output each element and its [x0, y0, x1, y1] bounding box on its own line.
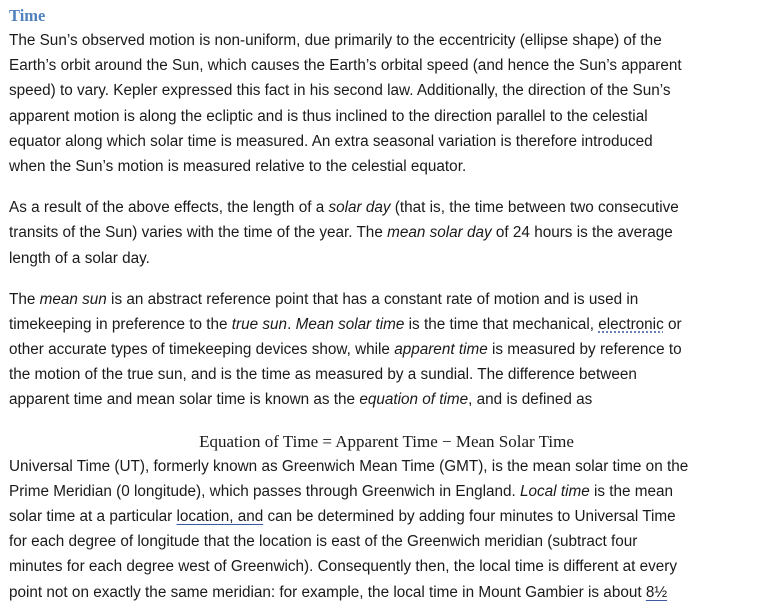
- text-line: length of a solar day.: [9, 249, 150, 267]
- document-page: [0, 6, 783, 603]
- text-line: apparent motion is along the ecliptic and is thus inclined to the direction parallel to the celestial: [9, 107, 648, 125]
- term-local-time: Local time: [520, 482, 590, 500]
- text-line: [9, 337, 783, 362]
- text-run: other accurate types of timekeeping devices show, while: [9, 341, 395, 359]
- text-run: The: [9, 290, 40, 308]
- text-run: is the time that mechanical,: [404, 315, 599, 333]
- paragraph-universal-time: [9, 454, 783, 603]
- term-mean-solar-day: mean solar day: [387, 224, 492, 242]
- term-equation-of-time: equation of time: [359, 391, 469, 409]
- text-run: point not on exactly the same meridian: for example, the local time in Mount Gambier is about: [9, 583, 646, 601]
- term-mean-solar-time: Mean solar time: [295, 315, 405, 333]
- paragraph-mean-sun: [9, 287, 783, 413]
- spellcheck-word-electronic[interactable]: electronic: [598, 315, 664, 333]
- text-run: (that is, the time between two consecutive: [390, 199, 679, 217]
- text-line: minutes for each degree west of Greenwich). Consequently then, the local time is different at every: [9, 558, 678, 576]
- text-run: of 24 hours is the average: [491, 224, 673, 242]
- text-line: Universal Time (UT), formerly known as Greenwich Mean Time (GMT), is the mean solar time on the: [9, 457, 689, 475]
- term-mean-sun: mean sun: [39, 290, 107, 308]
- text-line: Earth’s orbit around the Sun, which causes the Earth’s orbital speed (and hence the Sun’s apparent: [9, 57, 682, 75]
- text-run: is an abstract reference point that has a constant rate of motion and is used in: [106, 290, 639, 308]
- text-line: [9, 195, 783, 220]
- text-line: [9, 479, 783, 504]
- term-true-sun: true sun: [231, 315, 288, 333]
- text-run: apparent time and mean solar time is known as the: [9, 391, 360, 409]
- section-heading: Time: [9, 6, 46, 25]
- grammar-flag-eight-and-half[interactable]: 8½: [645, 583, 668, 601]
- grammar-flag-location-and[interactable]: location, and: [176, 508, 264, 525]
- text-line: [9, 580, 783, 603]
- text-line: [9, 287, 783, 312]
- text-run: .: [287, 315, 296, 333]
- text-line: the motion of the true sun, and is the time as measured by a sundial. The difference between: [9, 366, 637, 384]
- text-run: is measured by reference to: [487, 341, 682, 359]
- term-apparent-time: apparent time: [394, 341, 488, 359]
- text-run: is the mean: [589, 482, 674, 500]
- text-line: [9, 504, 783, 529]
- text-run: solar time at a particular: [9, 508, 177, 525]
- text-run: timekeeping in preference to the: [9, 315, 232, 333]
- text-line: equator along which solar time is measured. An extra seasonal variation is therefore introduced: [9, 132, 653, 150]
- text-run: Prime Meridian (0 longitude), which passes through Greenwich in England.: [9, 482, 521, 500]
- equation-of-time: Equation of Time = Apparent Time − Mean Solar Time: [199, 431, 574, 451]
- text-line: The Sun’s observed motion is non-uniform, due primarily to the eccentricity (ellipse shape) of the: [9, 32, 662, 49]
- paragraph-sun-motion: [9, 28, 783, 179]
- text-run: or: [663, 315, 682, 333]
- text-run: can be determined by adding four minutes to Universal Time: [263, 508, 676, 525]
- text-line: [9, 220, 783, 245]
- text-line: when the Sun’s motion is measured relative to the celestial equator.: [9, 157, 467, 175]
- term-solar-day: solar day: [328, 199, 391, 217]
- text-line: for each degree of longitude that the location is east of the Greenwich meridian (subtract four: [9, 533, 638, 551]
- text-run: , and is defined as: [468, 391, 593, 409]
- text-line: [9, 312, 783, 337]
- text-run: transits of the Sun) varies with the time of the year. The: [9, 224, 388, 242]
- text-run: As a result of the above effects, the length of a: [9, 199, 329, 217]
- text-line: [9, 387, 783, 412]
- paragraph-solar-day: [9, 195, 783, 271]
- text-line: speed) to vary. Kepler expressed this fact in his second law. Additionally, the direction of the Sun’s: [9, 82, 671, 100]
